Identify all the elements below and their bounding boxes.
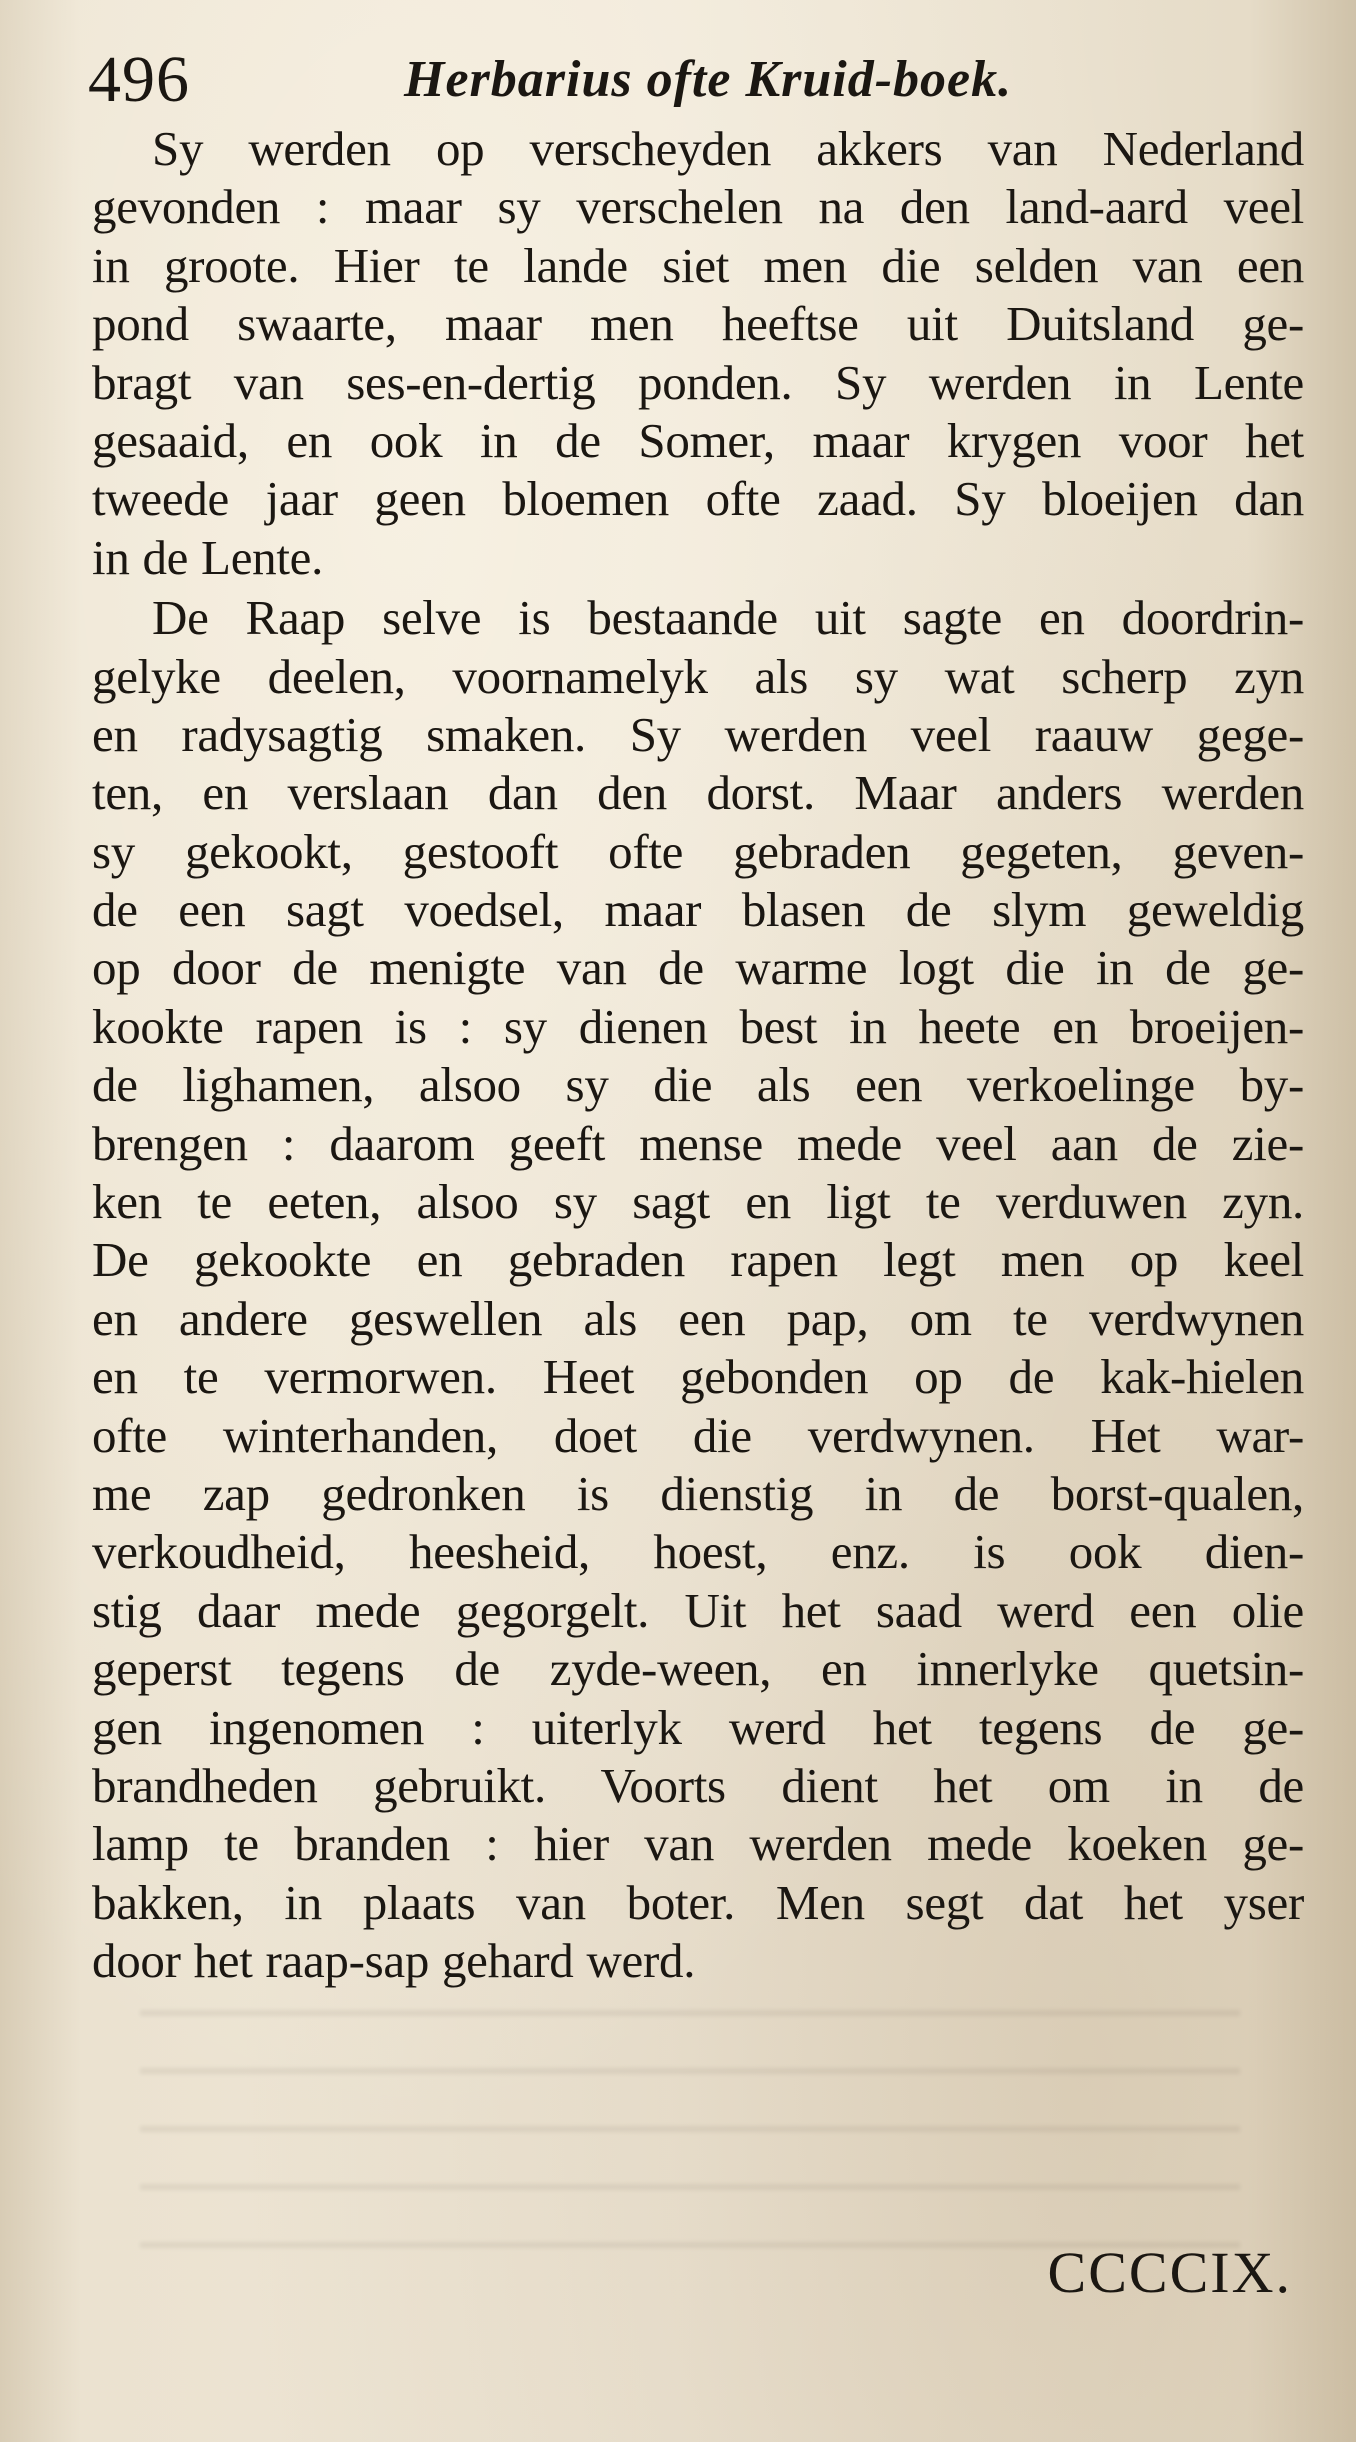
text-line: en andere geswellen als een pap, om te verdwynen	[92, 1290, 1304, 1346]
text-line: door het raap-sap gehard werd.	[92, 1933, 696, 1989]
running-head: Herbarius ofte Kruid-boek.	[404, 51, 1013, 108]
text-line: bragt van ses-en-dertig ponden. Sy werden in Lente	[92, 354, 1304, 410]
text-line: tweede jaar geen bloemen ofte zaad. Sy bloeijen dan	[92, 471, 1304, 527]
page-header	[88, 40, 1248, 120]
body-text	[92, 120, 1304, 1991]
signature-mark: CCCCIX.	[1047, 2240, 1292, 2305]
text-line: gelyke deelen, voornamelyk als sy wat scherp zyn	[92, 648, 1304, 704]
text-line: verkoudheid, heesheid, hoest, enz. is ook dien-	[92, 1524, 1304, 1580]
text-line: stig daar mede gegorgelt. Uit het saad werd een olie	[92, 1582, 1304, 1638]
text-line: brengen : daarom geeft mense mede veel aan de zie-	[92, 1115, 1304, 1171]
text-line: brandheden gebruikt. Voorts dient het om in de	[92, 1757, 1304, 1813]
text-line: gen ingenomen : uiterlyk werd het tegens de ge-	[92, 1699, 1304, 1755]
text-line: Sy werden op verscheyden akkers van Nederland	[152, 121, 1304, 176]
paragraph-2	[92, 589, 1304, 1990]
text-line: De gekookte en gebraden rapen legt men op keel	[92, 1232, 1304, 1288]
text-line: en te vermorwen. Heet gebonden op de kak-hielen	[92, 1349, 1304, 1405]
text-line: sy gekookt, gestooft ofte gebraden gegeten, geven-	[92, 823, 1304, 879]
text-line: in groote. Hier te lande siet men die selden van een	[92, 237, 1304, 293]
text-line: me zap gedronken is dienstig in de borst-qualen,	[92, 1465, 1304, 1521]
text-line: de een sagt voedsel, maar blasen de slym geweldig	[92, 882, 1304, 938]
text-line: bakken, in plaats van boter. Men segt dat het yser	[92, 1874, 1304, 1930]
text-line: gesaaid, en ook in de Somer, maar krygen voor het	[92, 412, 1304, 468]
text-line: ofte winterhanden, doet die verdwynen. Het war-	[92, 1407, 1304, 1463]
text-line: en radysagtig smaken. Sy werden veel raauw gege-	[92, 706, 1304, 762]
text-line: geperst tegens de zyde-ween, en innerlyke quetsin-	[92, 1641, 1304, 1697]
text-line: ten, en verslaan dan den dorst. Maar anders werden	[92, 765, 1304, 821]
text-line: de lighamen, alsoo sy die als een verkoelinge by-	[92, 1057, 1304, 1113]
text-line: kookte rapen is : sy dienen best in heete en broeijen-	[92, 998, 1304, 1054]
text-line: De Raap selve is bestaande uit sagte en doordrin-	[152, 590, 1304, 646]
paragraph-1	[92, 120, 1304, 587]
page-number: 496	[88, 43, 190, 116]
text-line: in de Lente.	[92, 529, 324, 585]
text-line: gevonden : maar sy verschelen na den land-aard veel	[92, 179, 1304, 235]
text-line: pond swaarte, maar men heeftse uit Duitsland ge-	[92, 296, 1304, 352]
text-line: op door de menigte van de warme logt die in de ge-	[92, 940, 1304, 996]
text-line: ken te eeten, alsoo sy sagt en ligt te verduwen zyn.	[92, 1174, 1304, 1230]
text-line: lamp te branden : hier van werden mede koeken ge-	[92, 1816, 1304, 1872]
show-through-texture	[140, 1980, 1240, 2280]
